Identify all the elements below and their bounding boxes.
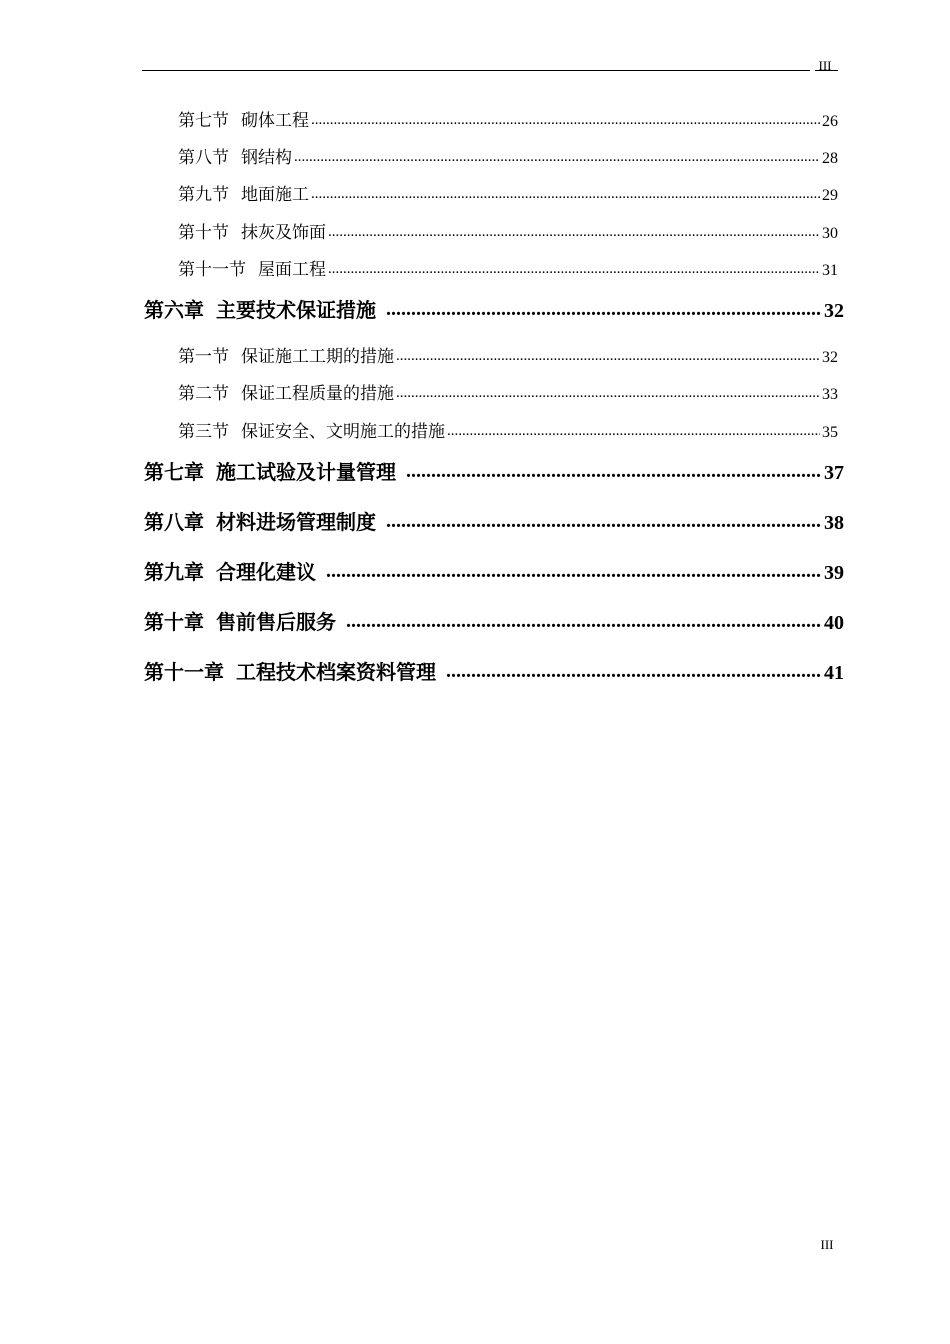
header-rule (142, 70, 810, 71)
toc-entry-number: 第十一节 (178, 260, 246, 280)
toc-entry-title: 屋面工程 (258, 260, 326, 280)
toc-entry-number: 第十节 (178, 223, 229, 243)
toc-entry-page: 30 (822, 225, 838, 242)
toc-entry-chapter[interactable] (144, 456, 844, 484)
toc-entry-title: 施工试验及计量管理 (216, 460, 396, 484)
toc-entry-title: 材料进场管理制度 (216, 510, 376, 534)
dot-leader (326, 559, 822, 579)
dot-leader (446, 659, 822, 679)
toc-entry-title: 钢结构 (241, 148, 292, 168)
dot-leader (396, 382, 820, 399)
dot-leader (406, 459, 822, 479)
toc-entry-title: 合理化建议 (216, 560, 316, 584)
toc-entry-title: 砌体工程 (241, 111, 309, 131)
toc-entry-number: 第一节 (178, 347, 229, 367)
toc-entry-chapter[interactable] (144, 294, 844, 322)
dot-leader (346, 609, 822, 629)
toc-entry-page: 32 (824, 300, 844, 322)
toc-entry-page: 28 (822, 150, 838, 167)
toc-entry-page: 31 (822, 262, 838, 279)
dot-leader (386, 509, 822, 529)
dot-leader (447, 420, 820, 437)
toc-entry-number: 第八节 (178, 148, 229, 168)
toc-entry-page: 29 (822, 187, 838, 204)
toc-entry-section[interactable] (178, 417, 838, 441)
dot-leader (386, 297, 822, 317)
toc-entry-section[interactable] (178, 342, 838, 366)
toc-entry-number: 第三节 (178, 422, 229, 442)
toc-entry-section[interactable] (178, 180, 838, 204)
toc-entry-page: 38 (824, 512, 844, 534)
toc-entry-number: 第八章 (144, 510, 204, 534)
toc-entry-section[interactable] (178, 379, 838, 403)
toc-entry-number: 第六章 (144, 298, 204, 322)
toc-entry-page: 37 (824, 462, 844, 484)
toc-entry-number: 第十一章 (144, 660, 224, 684)
toc-entry-title: 工程技术档案资料管理 (236, 660, 436, 684)
toc-entry-page: 32 (822, 349, 838, 366)
toc-entry-page: 41 (824, 662, 844, 684)
dot-leader (396, 345, 820, 362)
toc-entry-chapter[interactable] (144, 606, 844, 634)
toc-entry-title: 保证工程质量的措施 (241, 384, 394, 404)
toc-entry-number: 第九章 (144, 560, 204, 584)
toc-entry-title: 抹灰及饰面 (241, 223, 326, 243)
toc-entry-number: 第七节 (178, 111, 229, 131)
toc-entry-page: 40 (824, 612, 844, 634)
toc-entry-title: 保证施工工期的措施 (241, 347, 394, 367)
dot-leader (328, 258, 820, 275)
toc-entry-number: 第九节 (178, 185, 229, 205)
toc-entry-section[interactable] (178, 106, 838, 130)
header-page-number: III (818, 58, 832, 73)
footer-page-number: III (820, 1237, 834, 1252)
toc-entry-chapter[interactable] (144, 556, 844, 584)
toc-entry-title: 售前售后服务 (216, 610, 336, 634)
dot-leader (328, 221, 820, 238)
toc-entry-chapter[interactable] (144, 506, 844, 534)
toc-entry-section[interactable] (178, 218, 838, 242)
toc-entry-number: 第十章 (144, 610, 204, 634)
toc-entry-page: 39 (824, 562, 844, 584)
dot-leader (311, 183, 820, 200)
toc-entry-title: 保证安全、文明施工的措施 (241, 422, 445, 442)
toc-entry-section[interactable] (178, 255, 838, 279)
dot-leader (294, 146, 820, 163)
toc-entry-page: 35 (822, 424, 838, 441)
toc-entry-title: 地面施工 (241, 185, 309, 205)
toc-entry-section[interactable] (178, 143, 838, 167)
header-rule-underline (815, 70, 838, 71)
toc-entry-title: 主要技术保证措施 (216, 298, 376, 322)
toc-entry-number: 第二节 (178, 384, 229, 404)
toc-entry-page: 26 (822, 113, 838, 130)
toc-entry-chapter[interactable] (144, 656, 844, 684)
toc-entry-page: 33 (822, 386, 838, 403)
toc-entry-number: 第七章 (144, 460, 204, 484)
dot-leader (311, 109, 820, 126)
